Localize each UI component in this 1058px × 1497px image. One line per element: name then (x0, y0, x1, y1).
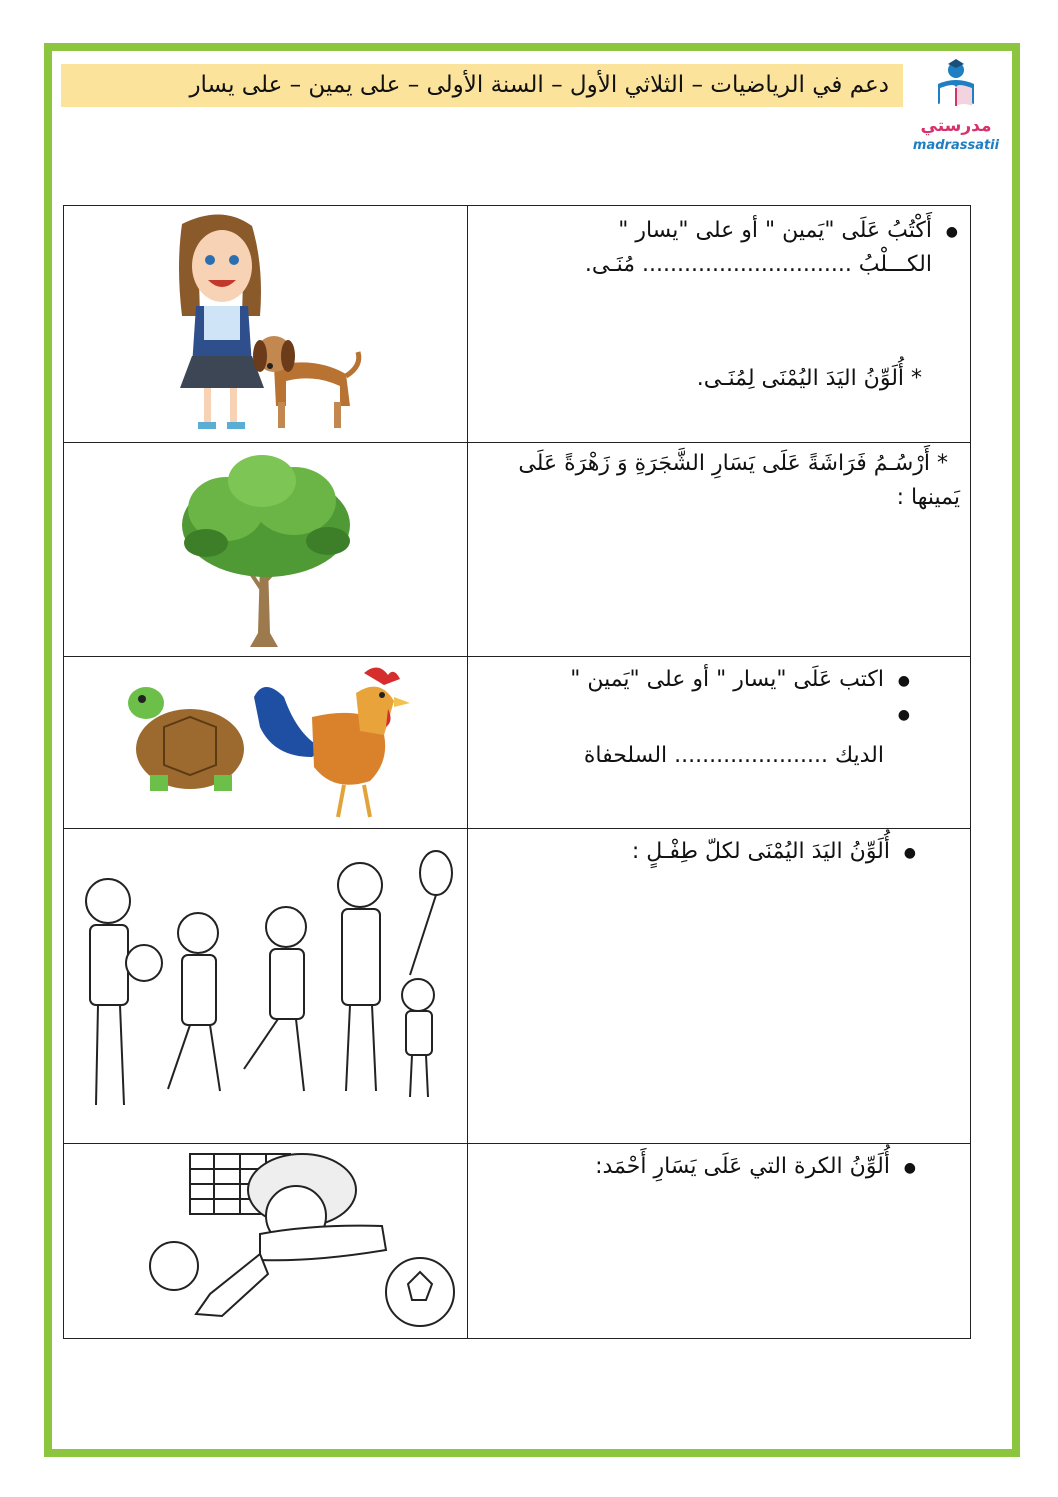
instruction-text: ● أُلَوِّنُ الكرة التي عَلَى يَسَارِ أَحْمَد: (595, 1154, 890, 1179)
worksheet-table (63, 205, 971, 1339)
text-cell (468, 829, 971, 1144)
image-cell (64, 657, 468, 829)
logo-latin-text: madrassatii (912, 138, 1000, 153)
fill-in-line: الديك ...................... السلحفاة (583, 743, 884, 768)
image-cell (64, 829, 468, 1144)
fill-in-line: الكـــلْبُ .............................. مُنَـى. (584, 252, 932, 277)
text-cell (468, 657, 971, 829)
instruction-text: يَمينها : (896, 485, 960, 510)
image-cell (64, 206, 468, 443)
reading-child-icon (910, 58, 1002, 118)
image-cell (64, 1144, 468, 1339)
rooster-and-turtle-illustration (64, 657, 467, 828)
boy-kicking-balls-coloring-illustration (64, 1144, 467, 1338)
exercise-row (64, 206, 971, 443)
exercise-row (64, 829, 971, 1144)
exercise-row (64, 443, 971, 657)
logo (910, 58, 1002, 158)
children-playing-coloring-illustration (64, 829, 467, 1143)
page-title: دعم في الرياضيات – الثلاثي الأول – السنة الأولى – على يمين – على يسار (189, 72, 889, 98)
instruction-text: ● اكتب عَلَى "يسار " أو على "يَمين " (570, 667, 884, 692)
title-band (61, 64, 903, 107)
exercise-row (64, 657, 971, 829)
instruction-text: * أُلَوِّنُ اليَدَ اليُمْنَى لِمُنَـى. (696, 366, 922, 391)
text-cell (468, 443, 971, 657)
text-cell (468, 206, 971, 443)
instruction-text: * أَرْسُـمُ فَرَاشَةً عَلَى يَسَارِ الشَّجَرَةِ وَ زَهْرَةً عَلَى (518, 451, 948, 476)
text-cell (468, 1144, 971, 1339)
instruction-text: ● أُلَوِّنُ اليَدَ اليُمْنَى لكلّ طِفْـلٍ : (632, 839, 890, 864)
instruction-text: ● أَكْتُبُ عَلَى "يَمين " أو على "يسار " (618, 218, 932, 243)
girl-with-dog-illustration (64, 206, 467, 442)
tree-illustration (64, 443, 467, 656)
image-cell (64, 443, 468, 657)
logo-arabic-text: مدرستي (920, 116, 992, 136)
exercise-row (64, 1144, 971, 1339)
